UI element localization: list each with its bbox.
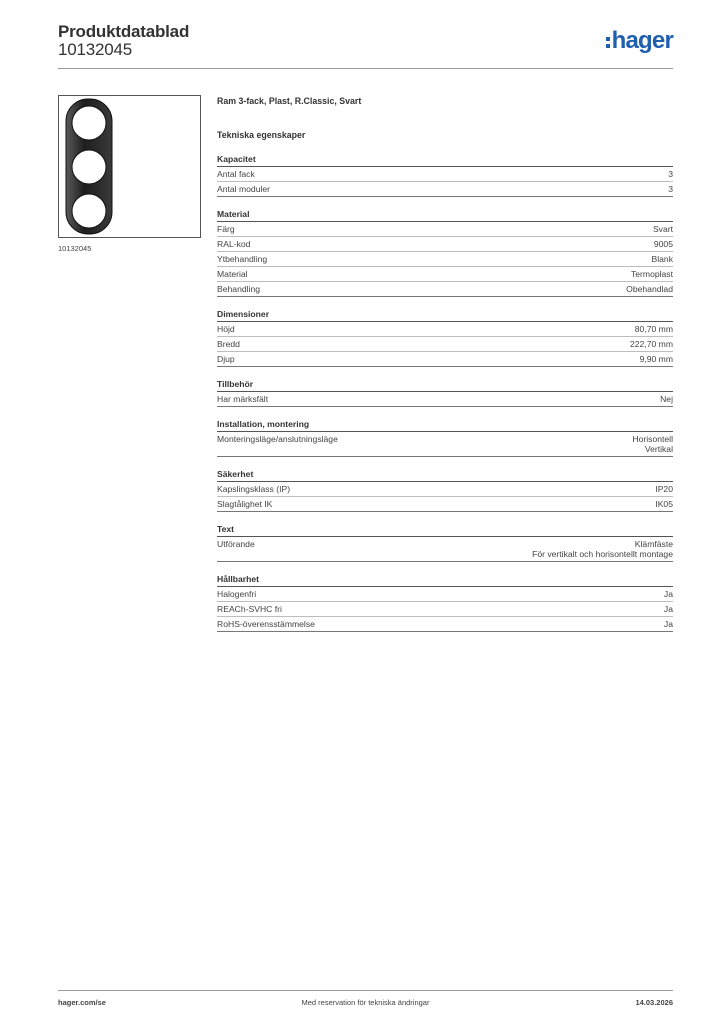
spec-value: 80,70 mm (634, 324, 673, 334)
spec-group (217, 469, 673, 512)
spec-label: Utförande (217, 539, 255, 549)
spec-value: Klämfäste För vertikalt och horisontellt montage (532, 539, 673, 559)
spec-label: Ytbehandling (217, 254, 268, 264)
spec-value: 3 (668, 169, 673, 179)
spec-label: Har märksfält (217, 394, 269, 404)
spec-row (217, 222, 673, 237)
document-number: 10132045 (58, 40, 133, 59)
hager-logo[interactable] (606, 26, 673, 56)
spec-group (217, 419, 673, 457)
spec-value: Obehandlad (626, 284, 673, 294)
spec-group-title: Säkerhet (217, 469, 673, 482)
spec-group-title: Installation, montering (217, 419, 673, 432)
footer-date: 14.03.2026 (635, 998, 673, 1007)
spec-group-title: Kapacitet (217, 154, 673, 167)
spec-group-title: Material (217, 209, 673, 222)
footer-website-link[interactable]: hager.com/se (58, 998, 106, 1007)
spec-value: Nej (660, 394, 673, 404)
spec-group (217, 309, 673, 367)
spec-value: Horisontell Vertikal (632, 434, 673, 454)
footer-divider (58, 990, 673, 991)
spec-label: Slagtålighet IK (217, 499, 273, 509)
spec-value: IP20 (655, 484, 673, 494)
spec-row (217, 617, 673, 632)
spec-row (217, 587, 673, 602)
spec-row (217, 537, 673, 562)
logo-dots-icon (606, 37, 610, 48)
spec-row (217, 432, 673, 457)
spec-row (217, 602, 673, 617)
spec-value: Ja (663, 589, 673, 599)
spec-group-title: Dimensioner (217, 309, 673, 322)
spec-row (217, 267, 673, 282)
spec-group-title: Tillbehör (217, 379, 673, 392)
product-name: Ram 3-fack, Plast, R.Classic, Svart (217, 96, 362, 106)
spec-label: Höjd (217, 324, 235, 334)
spec-group (217, 379, 673, 407)
spec-heading: Tekniska egenskaper (217, 130, 306, 140)
spec-group (217, 574, 673, 632)
spec-label: Behandling (217, 284, 261, 294)
spec-row (217, 282, 673, 297)
spec-label: RoHS-överensstämmelse (217, 619, 315, 629)
page-header (58, 20, 673, 70)
spec-groups (217, 154, 673, 632)
spec-label: Kapslingsklass (IP) (217, 484, 291, 494)
spec-row (217, 392, 673, 407)
spec-row (217, 497, 673, 512)
spec-group (217, 154, 673, 197)
spec-row (217, 337, 673, 352)
spec-row (217, 182, 673, 197)
spec-content (217, 96, 673, 632)
spec-row (217, 252, 673, 267)
spec-value: Termoplast (630, 269, 673, 279)
spec-group-title: Hållbarhet (217, 574, 673, 587)
spec-label: REACh-SVHC fri (217, 604, 282, 614)
spec-label: Antal moduler (217, 184, 271, 194)
spec-row (217, 167, 673, 182)
spec-value: 9005 (653, 239, 673, 249)
frame-3-gang-icon (59, 96, 200, 237)
logo-text: hager (611, 27, 673, 54)
spec-label: Antal fack (217, 169, 255, 179)
spec-row (217, 322, 673, 337)
spec-value: IK05 (655, 499, 673, 509)
spec-row (217, 237, 673, 252)
spec-group (217, 209, 673, 297)
spec-group-title: Text (217, 524, 673, 537)
spec-value: 9,90 mm (639, 354, 673, 364)
spec-value: 3 (668, 184, 673, 194)
spec-label: Djup (217, 354, 235, 364)
page-title: Produktdatablad (58, 22, 190, 41)
spec-value: Ja (663, 604, 673, 614)
spec-label: Bredd (217, 339, 240, 349)
header-divider (58, 68, 673, 69)
spec-label: Material (217, 269, 248, 279)
spec-value: Svart (652, 224, 673, 234)
image-caption: 10132045 (58, 244, 92, 253)
product-image (58, 95, 201, 238)
spec-label: RAL-kod (217, 239, 251, 249)
spec-value: 222,70 mm (630, 339, 673, 349)
spec-value: Blank (651, 254, 673, 264)
spec-label: Färg (217, 224, 235, 234)
footer-disclaimer: Med reservation för tekniska ändringar (301, 998, 430, 1007)
spec-label: Halogenfri (217, 589, 257, 599)
spec-label: Monteringsläge/anslutningsläge (217, 434, 338, 444)
spec-row (217, 352, 673, 367)
spec-row (217, 482, 673, 497)
spec-value: Ja (663, 619, 673, 629)
spec-group (217, 524, 673, 562)
